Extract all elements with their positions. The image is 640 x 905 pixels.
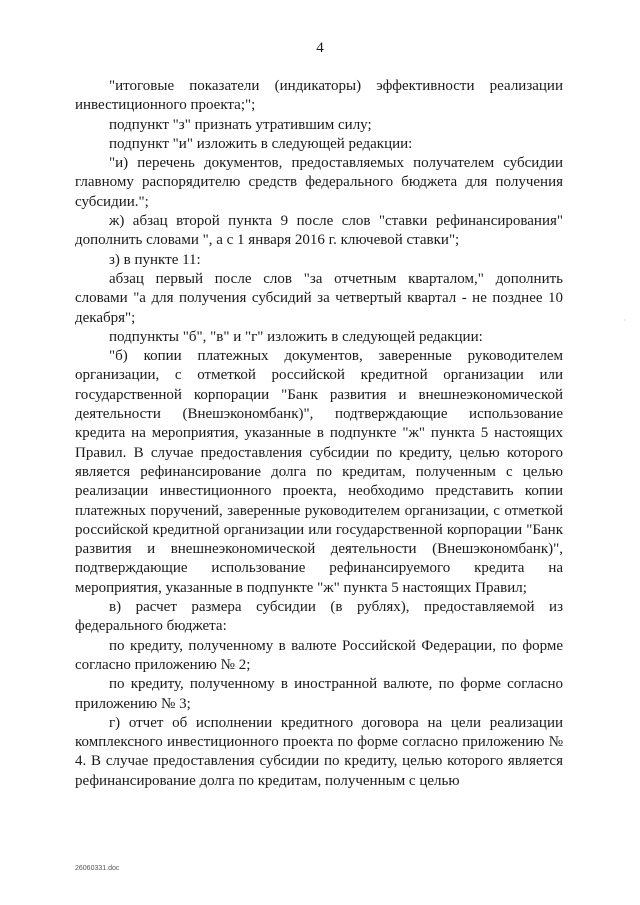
paragraph-foreign-credit: по кредиту, полученному в иностранной валюте, по форме согласно приложению № 3;	[75, 676, 563, 712]
paragraph-indicators: "итоговые показатели (индикаторы) эффективности реализации инвестиционного проекта;";	[75, 78, 563, 114]
paragraph-g-report: г) отчет об исполнении кредитного договора на цели реализации комплексного инвестиционного проекта по форме согласно приложению № 4. В случае предоставления субсидии по кредиту, целью которого является рефинансирование долга по кредитам, полученным с целью	[75, 714, 563, 789]
paragraph-b-payment-copies: "б) копии платежных документов, заверенные руководителем организации, с отметкой российской кредитной организации или государственной корпорации "Банк развития и внешнеэкономической деятельности (Внешэкономбанк)", подтверждающие использование кредита на мероприятия, указанные в подпункте "ж" пункта 5 настоящих Правил. В случае предоставления субсидии по кредиту, целью которого является рефинансирование долга по кредитам, полученным с целью реализации инвестиционного проекта, необходимо представить копии платежных поручений, заверенные руководителем организации, с отметкой российской кредитной организации или государственной корпорации "Банк развития и внешнеэкономической деятельности (Внешэкономбанк)", подтверждающие использование рефинансируемого кредита на мероприятия, указанные в подпункте "ж" пункта 5 настоящих Правил;	[75, 348, 563, 596]
paragraph-subpoint-z: подпункт "з" признать утратившим силу;	[109, 116, 372, 133]
page-number: 4	[316, 40, 324, 56]
paragraph-documents-list: "и) перечень документов, предоставляемых получателем субсидии главному распорядителю средств федерального бюджета для получения субсидии.";	[75, 155, 563, 210]
paragraph-subpoints-bvg: подпункты "б", "в" и "г" изложить в следующей редакции:	[109, 328, 483, 345]
footer-file-code: 26060331.doc	[75, 865, 120, 872]
paragraph-subpoint-i: подпункт "и" изложить в следующей редакции:	[109, 135, 413, 152]
paragraph-z-item-11: з) в пункте 11:	[109, 251, 201, 268]
margin-mark: ·	[623, 316, 626, 325]
paragraph-v-calculation: в) расчет размера субсидии (в рублях), предоставляемой из федерального бюджета:	[75, 599, 563, 635]
document-body	[75, 77, 563, 791]
paragraph-rub-credit: по кредиту, полученному в валюте Российской Федерации, по форме согласно приложению № 2;	[75, 637, 563, 673]
paragraph-zh-item-9: ж) абзац второй пункта 9 после слов "ставки рефинансирования" дополнить словами ", а с 1 января 2016 г. ключевой ставки";	[75, 213, 563, 249]
paragraph-first-abzac: абзац первый после слов "за отчетным кварталом," дополнить словами "а для получения субсидий за четвертый квартал - не позднее 10 декабря";	[75, 270, 563, 326]
